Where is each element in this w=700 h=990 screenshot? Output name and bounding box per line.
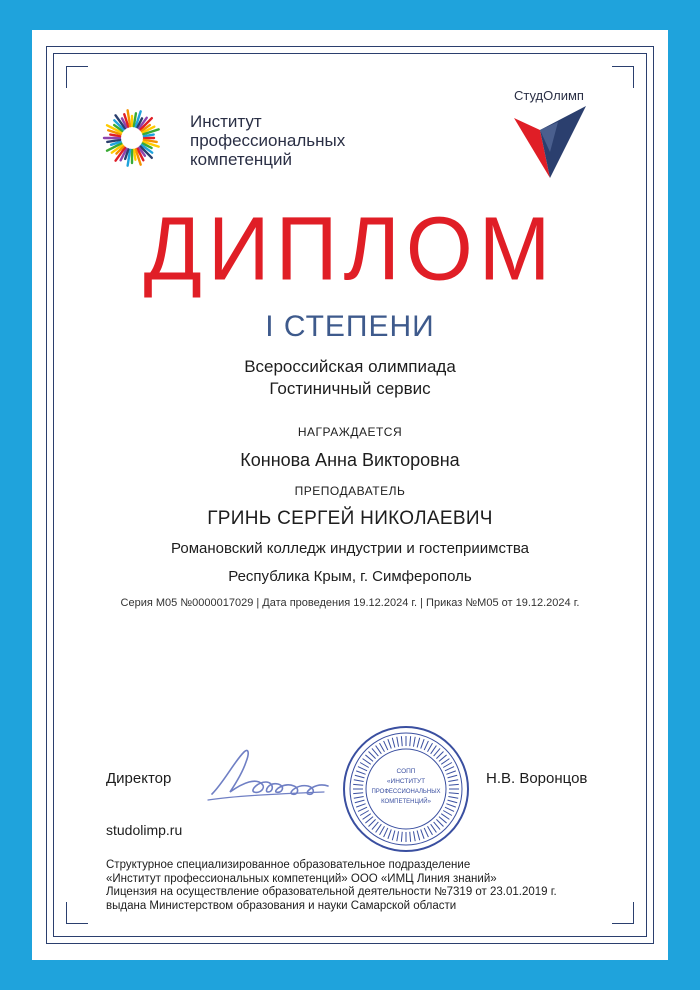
corner-ornament [66,902,88,924]
olympiad-name: Всероссийская олимпиада [244,357,456,376]
awarded-label: НАГРАЖДАЕТСЯ [297,425,403,439]
institute-logo-text [190,112,345,169]
stamp-text: «ИНСТИТУТ [386,778,426,785]
stamp-text: СОПП [396,768,416,775]
footer-line: выдана Министерством образования и науки Самарской области [106,899,457,912]
check-mark-logo-icon [514,106,586,184]
stamp-text: КОМПЕТЕНЦИЙ» [381,799,431,805]
director-label: Директор [106,770,172,787]
institute-logo [100,108,400,168]
footer-line: Лицензия на осуществление образовательной деятельности №7319 от 23.01.2019 г. [106,886,557,898]
website-link[interactable]: studolimp.ru [106,822,183,838]
series-line: Серия М05 №0000017029 | Дата проведения 19.12.2024 г. | Приказ №М05 от 19.12.2024 г. [120,597,580,609]
corner-ornament [66,66,88,88]
footer-legal-text [106,859,557,913]
official-stamp [340,723,472,855]
region: Республика Крым, г. Симферополь [228,568,472,585]
starburst-logo-icon [100,108,180,168]
logo-line: профессиональных [190,131,346,150]
college-name: Романовский колледж индустрии и гостеприимства [171,540,529,557]
degree-label: I СТЕПЕНИ [265,310,435,343]
logo-line: Институт [190,112,262,131]
olympiad-subject: Гостиничный сервис [269,379,431,398]
handwritten-signature [204,742,354,812]
corner-ornament [612,902,634,924]
diploma-title: ДИПЛОМ [143,198,557,300]
studolimp-logo-text: СтудОлимп [514,88,584,103]
teacher-label: ПРЕПОДАВАТЕЛЬ [294,484,406,498]
footer-line: «Институт профессиональных компетенций» ООО «ИМЦ Линия знаний» [106,872,497,885]
footer-line: Структурное специализированное образовательное подразделение [106,859,471,871]
studolimp-logo [500,88,600,188]
student-name: Коннова Анна Викторовна [240,450,460,470]
logo-line: компетенций [190,150,293,169]
stamp-text: ПРОФЕССИОНАЛЬНЫХ [371,789,441,795]
corner-ornament [612,66,634,88]
director-name: Н.В. Воронцов [486,770,588,787]
teacher-name: ГРИНЬ СЕРГЕЙ НИКОЛАЕВИЧ [207,508,493,529]
